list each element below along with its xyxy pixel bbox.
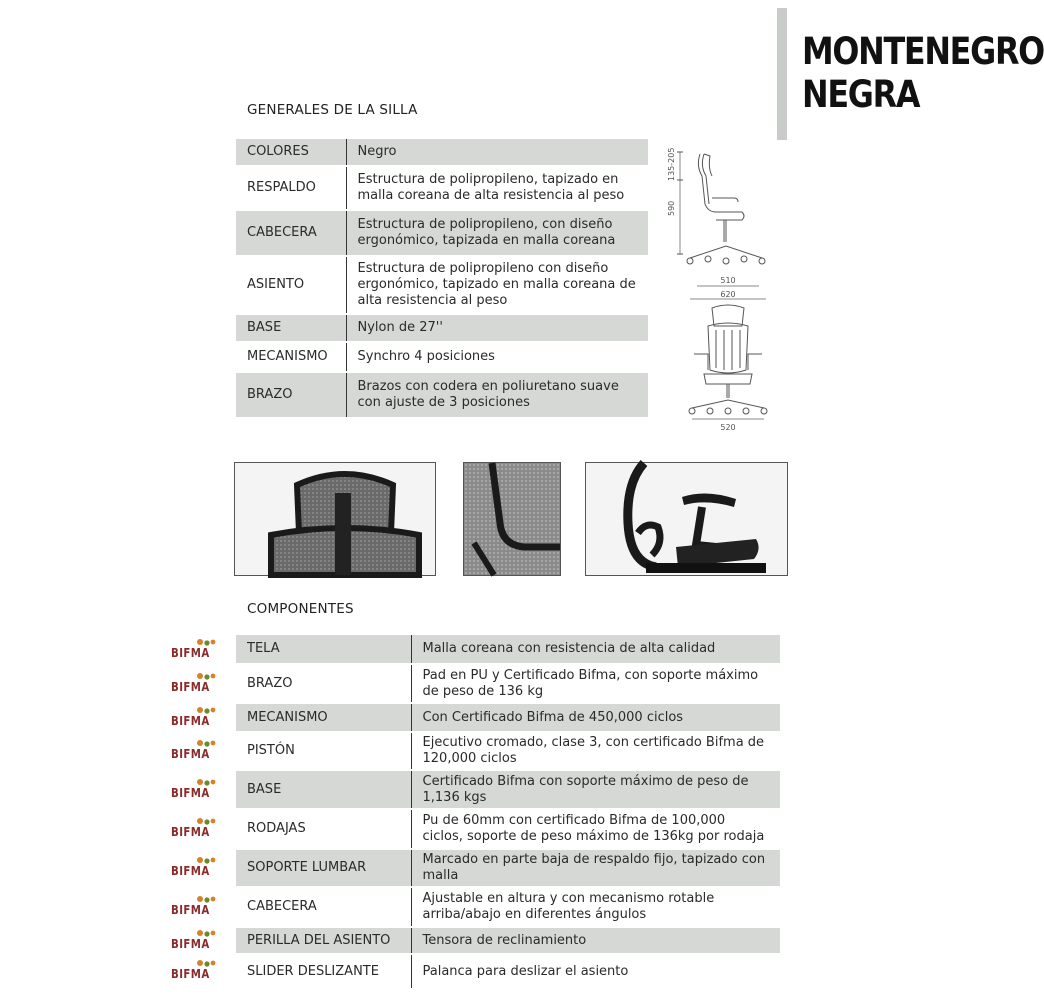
bifma-logo: [171, 895, 223, 917]
generales-row: [236, 139, 648, 166]
generales-label: RESPALDO: [236, 166, 346, 210]
componentes-value: Palanca para deslizar el asiento: [411, 954, 780, 988]
generales-value: Estructura de polipropileno, tapizado en malla coreana de alta resistencia al peso: [346, 166, 648, 210]
componentes-row: [236, 732, 780, 770]
bifma-text: BIFMA: [171, 679, 210, 694]
bifma-logo: [171, 959, 223, 981]
componentes-row: [236, 927, 780, 954]
bifma-logo: [171, 817, 223, 839]
componentes-value: Marcado en parte baja de respaldo fijo, tapizado con malla: [411, 849, 780, 887]
generales-value: Negro: [346, 139, 648, 166]
componentes-value: Ejecutivo cromado, clase 3, con certificado Bifma de 120,000 ciclos: [411, 732, 780, 770]
componentes-label: MECANISMO: [236, 703, 411, 732]
bifma-dots-icon: [196, 817, 216, 825]
generales-label: CABECERA: [236, 210, 346, 256]
componentes-row: [236, 770, 780, 809]
componentes-value: Ajustable en altura y con mecanismo rotable arriba/abajo en diferentes ángulos: [411, 887, 780, 927]
bifma-dots-icon: [196, 959, 216, 967]
title-accent-bar: [777, 8, 787, 140]
photo-backrest-side: [463, 462, 561, 576]
generales-label: COLORES: [236, 139, 346, 166]
componentes-value: Pu de 60mm con certificado Bifma de 100,000 ciclos, soporte de peso máximo de 136kg por rodaja: [411, 809, 780, 849]
bifma-logo: [171, 638, 223, 660]
generales-label: ASIENTO: [236, 256, 346, 314]
generales-row: [236, 210, 648, 256]
dim-front-top-inner: 510: [720, 276, 736, 285]
photo-armrest: [585, 462, 788, 576]
product-title-line1: MONTENEGRO: [802, 30, 1044, 73]
componentes-value: Certificado Bifma con soporte máximo de peso de 1,136 kgs: [411, 770, 780, 809]
generales-label: BRAZO: [236, 372, 346, 417]
bifma-dots-icon: [196, 929, 216, 937]
generales-row: [236, 166, 648, 210]
bifma-text: BIFMA: [171, 713, 210, 728]
componentes-row: [236, 849, 780, 887]
bifma-logo: [171, 706, 223, 728]
componentes-table: [236, 635, 780, 988]
bifma-dots-icon: [196, 778, 216, 786]
generales-value: Estructura de polipropileno, con diseño ergonómico, tapizada en malla coreana: [346, 210, 648, 256]
generales-row: [236, 372, 648, 417]
bifma-dots-icon: [196, 706, 216, 714]
photo-headrest: [234, 462, 436, 576]
bifma-text: BIFMA: [171, 747, 210, 761]
bifma-text: BIFMA: [171, 936, 210, 951]
bifma-logo: [171, 929, 223, 951]
bifma-text: BIFMA: [171, 967, 210, 981]
generales-value: Nylon de 27'': [346, 314, 648, 342]
componentes-row: [236, 664, 780, 703]
bifma-logo: [171, 778, 223, 800]
generales-table: [236, 139, 648, 417]
componentes-row: [236, 954, 780, 988]
generales-label: MECANISMO: [236, 342, 346, 372]
product-title: [802, 30, 1044, 116]
bifma-logo: [171, 856, 223, 878]
bifma-dots-icon: [196, 638, 216, 646]
bifma-text: BIFMA: [171, 825, 210, 839]
bifma-text: BIFMA: [171, 864, 210, 878]
bifma-dots-icon: [196, 739, 216, 747]
bifma-dots-icon: [196, 672, 216, 680]
generales-row: [236, 342, 648, 372]
bifma-text: BIFMA: [171, 903, 210, 917]
componentes-label: PERILLA DEL ASIENTO: [236, 927, 411, 954]
bifma-text: BIFMA: [171, 785, 210, 800]
bifma-dots-icon: [196, 856, 216, 864]
product-title-line2: NEGRA: [802, 73, 920, 116]
componentes-row: [236, 635, 780, 664]
componentes-value: Con Certificado Bifma de 450,000 ciclos: [411, 703, 780, 732]
componentes-label: CABECERA: [236, 887, 411, 927]
componentes-label: SOPORTE LUMBAR: [236, 849, 411, 887]
bifma-logo: [171, 739, 223, 761]
componentes-heading: COMPONENTES: [247, 601, 354, 617]
front-view-diagram: [680, 274, 780, 444]
dim-front-bottom: 520: [720, 423, 736, 432]
componentes-value: Tensora de reclinamiento: [411, 927, 780, 954]
generales-heading: GENERALES DE LA SILLA: [247, 102, 418, 118]
generales-value: Synchro 4 posiciones: [346, 342, 648, 372]
componentes-label: BASE: [236, 770, 411, 809]
generales-row: [236, 256, 648, 314]
componentes-value: Malla coreana con resistencia de alta calidad: [411, 635, 780, 664]
componentes-label: RODAJAS: [236, 809, 411, 849]
bifma-text: BIFMA: [171, 645, 210, 660]
generales-value: Estructura de polipropileno con diseño ergonómico, tapizado en malla coreana de alta resistencia al peso: [346, 256, 648, 314]
componentes-label: SLIDER DESLIZANTE: [236, 954, 411, 988]
generales-row: [236, 314, 648, 342]
componentes-label: BRAZO: [236, 664, 411, 703]
componentes-row: [236, 809, 780, 849]
componentes-row: [236, 887, 780, 927]
dim-front-top-outer: 620: [720, 290, 736, 299]
dim-side-headrest: 135-205: [667, 147, 676, 181]
componentes-value: Pad en PU y Certificado Bifma, con soporte máximo de peso de 136 kg: [411, 664, 780, 703]
generales-label: BASE: [236, 314, 346, 342]
componentes-label: TELA: [236, 635, 411, 664]
componentes-row: [236, 703, 780, 732]
componentes-label: PISTÓN: [236, 732, 411, 770]
dim-side-height: 590: [667, 200, 676, 216]
side-view-diagram: [660, 146, 770, 276]
generales-value: Brazos con codera en poliuretano suave con ajuste de 3 posiciones: [346, 372, 648, 417]
bifma-dots-icon: [196, 895, 216, 903]
bifma-logo: [171, 672, 223, 694]
